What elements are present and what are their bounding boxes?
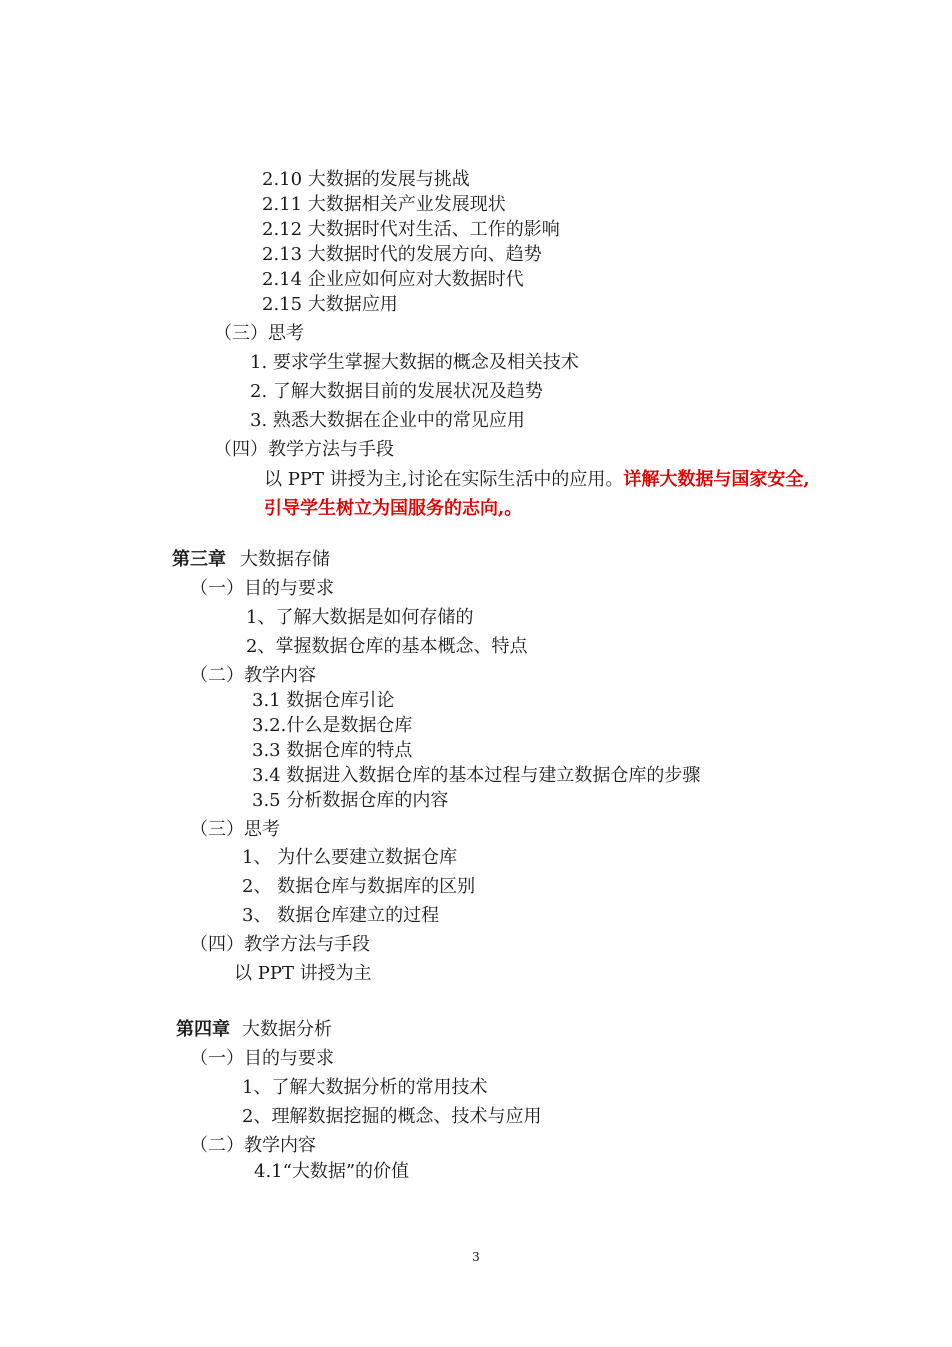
text-highlight: 引导学生树立为国服务的志向,。: [264, 498, 523, 519]
section-heading: （四）教学方法与手段: [190, 934, 370, 955]
list-item: 3.1 数据仓库引论: [252, 690, 395, 711]
paragraph: 以 PPT 讲授为主: [234, 963, 372, 984]
list-item: 3.2.什么是数据仓库: [252, 715, 413, 736]
chapter-title: [172, 548, 330, 572]
section-heading: （四）教学方法与手段: [214, 439, 394, 460]
section-heading: （三）思考: [190, 819, 280, 840]
section-heading: （一）目的与要求: [190, 578, 334, 599]
list-item: 3.4 数据进入数据仓库的基本过程与建立数据仓库的步骤: [252, 765, 701, 786]
list-item: 2. 了解大数据目前的发展状况及趋势: [250, 381, 543, 402]
list-item: 2.12 大数据时代对生活、工作的影响: [262, 219, 560, 240]
section-heading: （三）思考: [214, 323, 304, 344]
list-item: 2、理解数据挖掘的概念、技术与应用: [242, 1106, 542, 1127]
list-item: 2.15 大数据应用: [262, 294, 398, 315]
text-normal: 以 PPT 讲授为主,讨论在实际生活中的应用。: [264, 469, 624, 490]
chapter-label: 第三章: [172, 549, 226, 570]
list-item: 2.11 大数据相关产业发展现状: [262, 194, 506, 215]
chapter-name: 大数据分析: [242, 1019, 332, 1040]
list-item: 3.3 数据仓库的特点: [252, 740, 413, 761]
list-item: 3、 数据仓库建立的过程: [242, 905, 440, 926]
list-item: 2.14 企业应如何应对大数据时代: [262, 269, 524, 290]
list-item: 2、掌握数据仓库的基本概念、特点: [246, 636, 528, 657]
page-number: 3: [472, 1250, 480, 1264]
paragraph: [264, 468, 810, 492]
list-item: 3.5 分析数据仓库的内容: [252, 790, 449, 811]
list-item: 1. 要求学生掌握大数据的概念及相关技术: [250, 352, 579, 373]
section-heading: （二）教学内容: [190, 1135, 316, 1156]
list-item: 4.1“大数据”的价值: [254, 1161, 410, 1182]
list-item: 2、 数据仓库与数据库的区别: [242, 876, 476, 897]
section-heading: （二）教学内容: [190, 665, 316, 686]
list-item: 1、了解大数据是如何存储的: [246, 607, 474, 628]
list-item: 1、 为什么要建立数据仓库: [242, 847, 458, 868]
chapter-title: [176, 1018, 332, 1042]
list-item: 1、了解大数据分析的常用技术: [242, 1077, 488, 1098]
list-item: 2.10 大数据的发展与挑战: [262, 169, 470, 190]
chapter-label: 第四章: [176, 1019, 230, 1040]
list-item: 2.13 大数据时代的发展方向、趋势: [262, 244, 542, 265]
chapter-name: 大数据存储: [240, 549, 330, 570]
list-item: 3. 熟悉大数据在企业中的常见应用: [250, 410, 525, 431]
section-heading: （一）目的与要求: [190, 1048, 334, 1069]
text-highlight: 详解大数据与国家安全,: [623, 469, 810, 490]
